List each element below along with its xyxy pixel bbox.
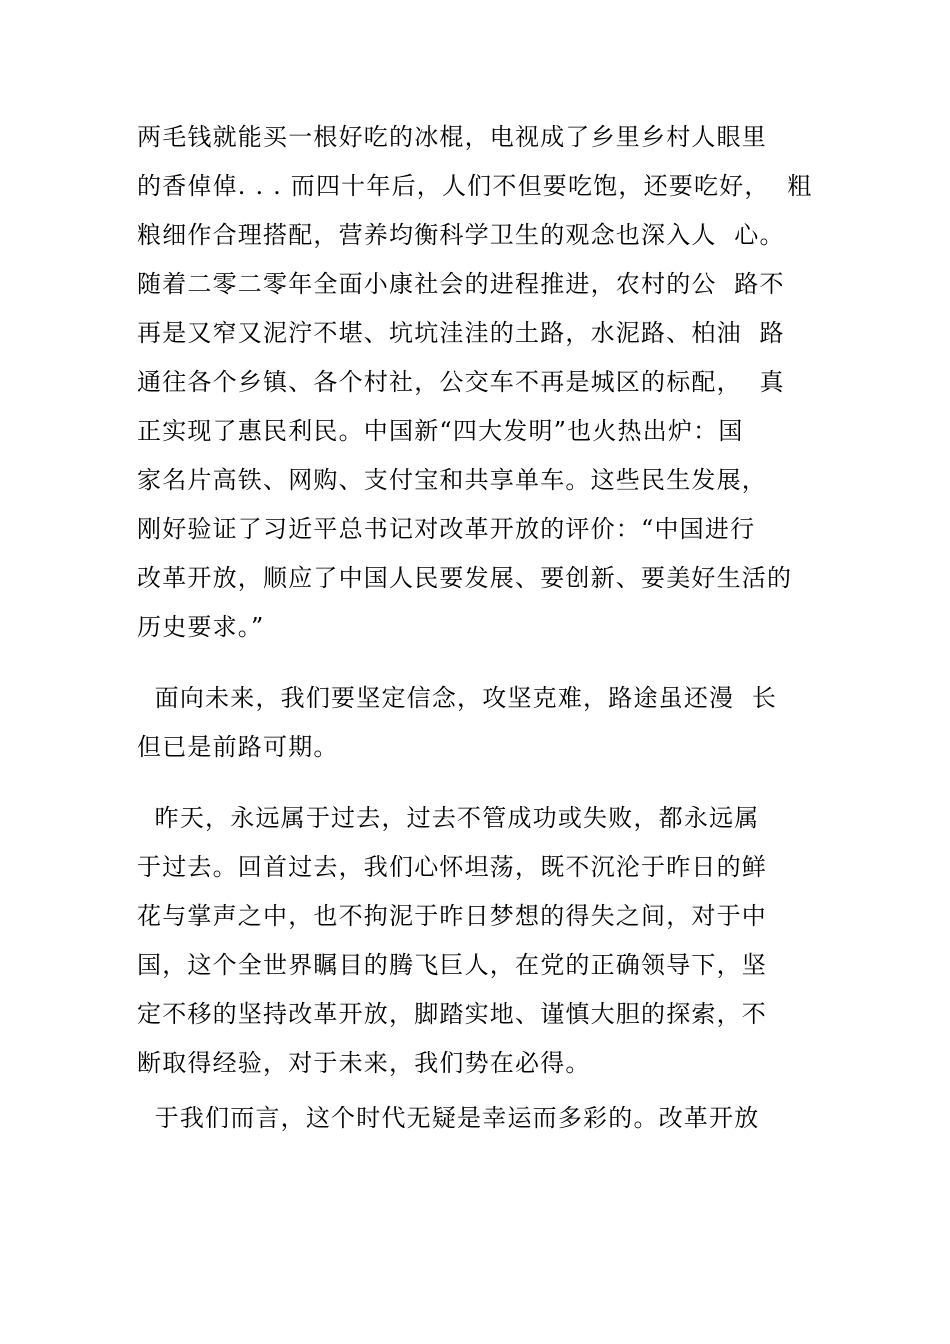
text-line: 历史要求。” (137, 613, 265, 641)
text-line: 再是又窄又泥泞不堪、坑坑洼洼的土路，水泥路、柏油 路 (137, 319, 785, 347)
paragraph (137, 1094, 817, 1143)
paragraph (137, 113, 817, 652)
text-line: 断取得经验，对于未来，我们势在必得。 (137, 1049, 591, 1077)
text-line: 随着二零二零年全面小康社会的进程推进，农村的公 路不 (137, 270, 785, 298)
text-line: 但已是前路可期。 (137, 733, 339, 761)
text-line: 定不移的坚持改革开放，脚踏实地、谨慎大胆的探索，不 (137, 1000, 767, 1028)
text-line: 面向未来，我们要坚定信念，攻坚克难，路途虽还漫 长 (137, 684, 778, 712)
paragraph (137, 794, 817, 1088)
text-line: 两毛钱就能买一根好吃的冰棍，电视成了乡里乡村人眼里 (137, 123, 767, 151)
text-line: 通往各个乡镇、各个村社，公交车不再是城区的标配， 真 (137, 368, 785, 396)
text-line: 于我们而言，这个时代无疑是幸运而多彩的。改革开放 (137, 1104, 760, 1132)
text-line: 正实现了惠民利民。中国新“四大发明”也火热出炉：国 (137, 417, 744, 445)
text-line: 改革开放，顺应了中国人民要发展、要创新、要美好生活的 (137, 564, 793, 592)
text-line: 昨天，永远属于过去，过去不管成功或失败，都永远属 (137, 804, 760, 832)
paragraph-spacer (137, 772, 817, 794)
text-line: 国，这个全世界瞩目的腾飞巨人，在党的正确领导下，坚 (137, 951, 767, 979)
text-line: 粮细作合理搭配，营养均衡科学卫生的观念也深入人 心。 (137, 221, 785, 249)
paragraph (137, 674, 817, 772)
text-line: 家名片高铁、网购、支付宝和共享单车。这些民生发展， (137, 466, 767, 494)
text-line: 花与掌声之中，也不拘泥于昨日梦想的得失之间，对于中 (137, 902, 767, 930)
document-body (137, 113, 817, 1143)
text-line: 刚好验证了习近平总书记对改革开放的评价：“中国进行 (137, 515, 756, 543)
text-line: 的香倬倬. . . 而四十年后，人们不但要吃饱，还要吃好， 粗 (137, 172, 813, 200)
text-line: 于过去。回首过去，我们心怀坦荡，既不沉沦于昨日的鲜 (137, 853, 767, 881)
paragraph-spacer (137, 652, 817, 674)
